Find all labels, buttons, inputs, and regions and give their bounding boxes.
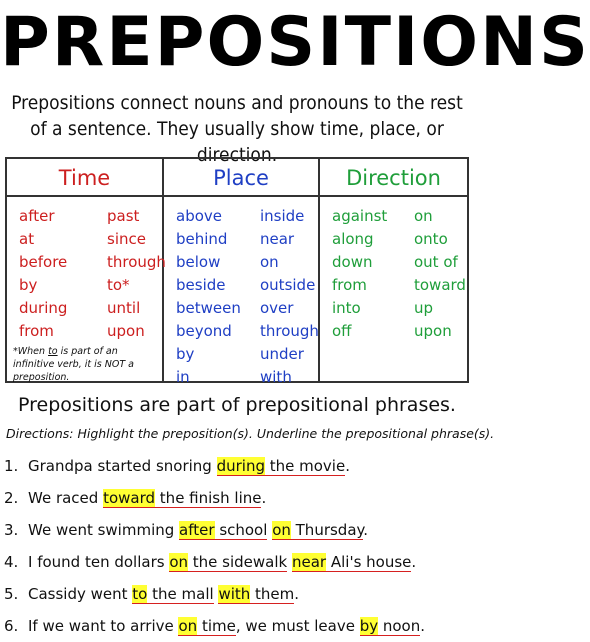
highlighted-preposition: on (272, 521, 291, 539)
direction-header: Direction (320, 159, 467, 197)
preposition-word: onto (414, 230, 448, 248)
direction-column (320, 159, 467, 381)
sentence-text: Grandpa started snoring (28, 457, 217, 475)
underlined-phrase: the finish line (155, 489, 262, 507)
sentence-row (4, 514, 472, 546)
sentence-row (4, 482, 472, 514)
sentence-number: 1. (4, 457, 19, 475)
preposition-word: toward (414, 276, 466, 294)
preposition-word: by (176, 345, 195, 363)
sentence-row (4, 578, 472, 610)
section-subhead: Prepositions are part of prepositional phrases. (18, 394, 456, 416)
preposition-word: inside (260, 207, 305, 225)
highlighted-preposition: during (216, 457, 265, 475)
preposition-word: after (19, 207, 55, 225)
preposition-word: near (260, 230, 295, 248)
preposition-word: against (332, 207, 388, 225)
sentence-text: . (294, 585, 300, 603)
preposition-word: off (332, 322, 352, 340)
preposition-word: before (19, 253, 68, 271)
sentence-row (4, 610, 472, 642)
infinitive-note: *When to is part of an infinitive verb, it is NOT a preposition. (13, 346, 134, 383)
time-column (7, 159, 164, 381)
preposition-word: beyond (176, 322, 232, 340)
sentence-text: . (261, 489, 267, 507)
preposition-word: in (176, 368, 190, 386)
preposition-word: down (332, 253, 373, 271)
preposition-word: along (332, 230, 374, 248)
preposition-word: through (107, 253, 166, 271)
sentence-text: . (363, 521, 369, 539)
sentence-row (4, 450, 472, 482)
place-header: Place (164, 159, 318, 197)
place-list-2 (260, 205, 319, 389)
sentence-text: If we want to arrive (28, 617, 179, 635)
preposition-word: from (19, 322, 54, 340)
highlighted-preposition: to (132, 585, 148, 603)
underlined-phrase: noon (378, 617, 421, 635)
direction-list-1 (332, 205, 387, 343)
preposition-word: through (260, 322, 319, 340)
directions-text: Directions: Highlight the preposition(s). Underline the prepositional phrase(s). (6, 426, 495, 441)
preposition-word: from (332, 276, 367, 294)
preposition-word: until (107, 299, 141, 317)
prepositions-table (5, 157, 469, 386)
preposition-word: at (19, 230, 35, 248)
highlighted-preposition: near (292, 553, 327, 571)
time-list-2 (107, 205, 166, 343)
preposition-word: behind (176, 230, 228, 248)
sentence-number: 5. (4, 585, 19, 603)
highlighted-preposition: with (218, 585, 251, 603)
practice-sentences (4, 450, 472, 642)
page-title: PREPOSITIONS (0, 3, 590, 82)
highlighted-preposition: after (179, 521, 215, 539)
sentence-text: We raced (28, 489, 104, 507)
sentence-number: 4. (4, 553, 19, 571)
sentence-text: . (411, 553, 417, 571)
time-header: Time (7, 159, 162, 197)
preposition-word: over (260, 299, 294, 317)
preposition-word: since (107, 230, 146, 248)
preposition-word: to* (107, 276, 130, 294)
sentence-text: Cassidy went (28, 585, 133, 603)
preposition-word: up (414, 299, 434, 317)
preposition-word: beside (176, 276, 226, 294)
sentence-number: 6. (4, 617, 19, 635)
preposition-word: between (176, 299, 241, 317)
highlighted-preposition: on (178, 617, 198, 635)
place-column (164, 159, 320, 386)
preposition-word: past (107, 207, 140, 225)
preposition-word: below (176, 253, 221, 271)
sentence-text: We went swimming (28, 521, 180, 539)
preposition-word: out of (414, 253, 458, 271)
underlined-phrase: the mall (147, 585, 214, 603)
intro-text: Prepositions connect nouns and pronouns to the rest of a sentence. They usually show time, place, or direction. (11, 92, 463, 166)
sentence-text: . (345, 457, 350, 475)
preposition-word: on (414, 207, 433, 225)
sentence-text: , we must leave (235, 617, 360, 635)
time-list-1 (19, 205, 67, 343)
highlighted-preposition: by (359, 617, 379, 635)
sentence-number: 3. (4, 521, 19, 539)
preposition-word: by (19, 276, 38, 294)
underlined-phrase: time (197, 617, 236, 635)
underlined-phrase: school (214, 521, 268, 539)
sentence-text: I found ten dollars (28, 553, 170, 571)
sentence-text: . (420, 617, 426, 635)
place-list-1 (176, 205, 241, 389)
preposition-word: with (260, 368, 292, 386)
preposition-word: above (176, 207, 222, 225)
underlined-phrase: the movie (264, 457, 346, 475)
preposition-word: into (332, 299, 361, 317)
preposition-word: on (260, 253, 279, 271)
highlighted-preposition: toward (103, 489, 156, 507)
preposition-word: upon (107, 322, 145, 340)
preposition-word: outside (260, 276, 316, 294)
direction-list-2 (414, 205, 466, 343)
underlined-phrase: the sidewalk (188, 553, 288, 571)
highlighted-preposition: on (169, 553, 189, 571)
sentence-row (4, 546, 472, 578)
preposition-word: during (19, 299, 68, 317)
underlined-phrase: them (250, 585, 295, 603)
underlined-phrase: Ali's house (326, 553, 412, 571)
preposition-word: under (260, 345, 304, 363)
preposition-word: upon (414, 322, 452, 340)
sentence-number: 2. (4, 489, 19, 507)
underlined-phrase: Thursday (290, 521, 364, 539)
